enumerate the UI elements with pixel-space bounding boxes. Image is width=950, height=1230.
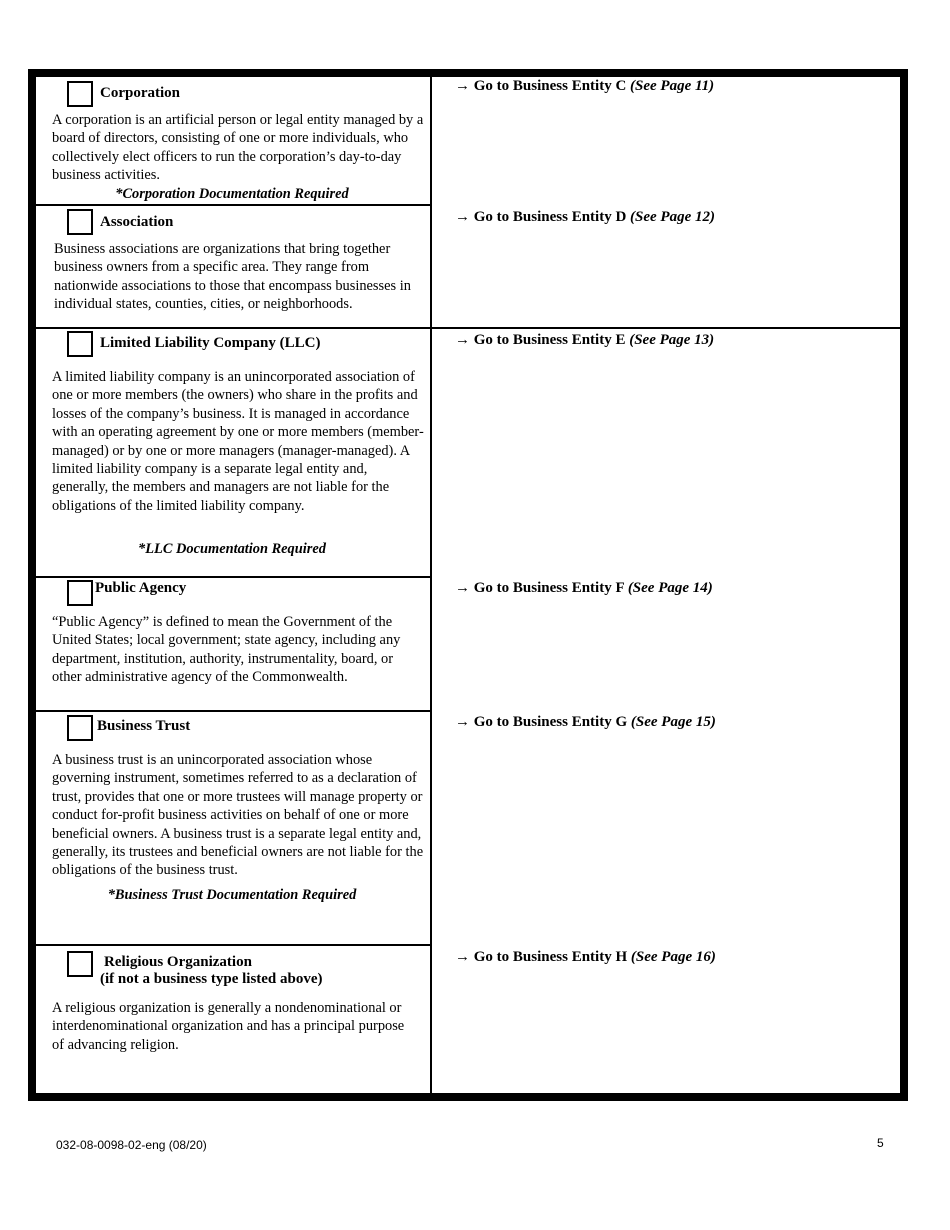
public-agency-checkbox[interactable] — [67, 580, 93, 606]
page-reference: (See Page 13) — [629, 332, 715, 348]
llc-requirement: *LLC Documentation Required — [138, 541, 326, 557]
business-trust-goto — [455, 714, 716, 731]
page-reference: (See Page 11) — [630, 78, 715, 94]
goto-text: → Go to Business Entity C — [455, 78, 627, 94]
goto-text: → Go to Business Entity H — [455, 949, 628, 965]
religious-organization-description: A religious organization is generally a nondenominational or interdenominational organization and has a principal purpose of advancing religion. — [52, 1000, 405, 1053]
goto-text: → Go to Business Entity G — [455, 714, 628, 730]
business-trust-requirement: *Business Trust Documentation Required — [107, 887, 357, 903]
religious-organization-title: Religious Organization — [104, 954, 252, 970]
form-code: 032-08-0098-02-eng (08/20) — [56, 1138, 207, 1152]
corporation-requirement: *Corporation Documentation Required — [115, 186, 349, 202]
row-divider — [36, 710, 431, 712]
goto-text: → Go to Business Entity F — [455, 580, 625, 596]
llc-title: Limited Liability Company (LLC) — [100, 335, 321, 351]
llc-description: A limited liability company is an unincorporated association of one or more members (the owners) who share in the profits and losses of the company’s business. It is managed in accordance with an operating agreement by one or more members (member-managed) or by one or more managers (manager-managed). A limited liability company is a separate legal entity and, generally, the members and managers are not liable for the obligations of the limited liability company. — [52, 369, 424, 514]
corporation-checkbox[interactable] — [67, 81, 93, 107]
public-agency-description: “Public Agency” is defined to mean the Government of the United States; local government; state agency, including any department, institution, authority, instrumentality, board, or other administrative agency of the Commonwealth. — [52, 614, 401, 686]
row-divider — [36, 204, 431, 206]
public-agency-title: Public Agency — [95, 580, 187, 596]
row-divider — [36, 327, 900, 329]
llc-checkbox[interactable] — [67, 331, 93, 357]
row-divider — [36, 944, 431, 946]
association-checkbox[interactable] — [67, 209, 93, 235]
religious-organization-checkbox[interactable] — [67, 951, 93, 977]
llc-goto — [455, 332, 714, 349]
business-trust-checkbox[interactable] — [67, 715, 93, 741]
page-reference: (See Page 15) — [630, 714, 716, 730]
column-divider — [430, 77, 432, 1094]
corporation-description: A corporation is an artificial person or legal entity managed by a board of directors, consisting of one or more individuals, who collectively elect officers to run the corporation’s day-to-day business activities. — [52, 112, 424, 184]
association-goto — [455, 209, 715, 226]
business-trust-description: A business trust is an unincorporated association whose governing instrument, sometimes referred to as a declaration of trust, provides that one or more trustees will manage property or conduct for-profit business activities on behalf of one or more beneficial owners. A business trust is a separate legal entity and, generally, its trustees and beneficial owners are not liable for the obligations of the business trust. — [52, 752, 424, 879]
corporation-title: Corporation — [100, 85, 180, 101]
association-title: Association — [100, 214, 174, 230]
public-agency-goto — [455, 580, 713, 597]
association-description: Business associations are organizations that bring together business owners from a specific area. They range from nationwide associations to those that encompass businesses in individual states, counties, cities, or neighborhoods. — [54, 241, 411, 313]
goto-text: → Go to Business Entity E — [455, 332, 626, 348]
goto-text: → Go to Business Entity D — [455, 209, 627, 225]
row-divider — [36, 576, 431, 578]
page-reference: (See Page 14) — [627, 580, 713, 596]
corporation-goto — [455, 78, 714, 95]
page-number: 5 — [877, 1136, 884, 1150]
religious-organization-goto — [455, 949, 716, 966]
page-reference: (See Page 16) — [630, 949, 716, 965]
business-trust-title: Business Trust — [97, 718, 191, 734]
page-reference: (See Page 12) — [630, 209, 715, 225]
religious-organization-subtitle: (if not a business type listed above) — [100, 971, 323, 987]
